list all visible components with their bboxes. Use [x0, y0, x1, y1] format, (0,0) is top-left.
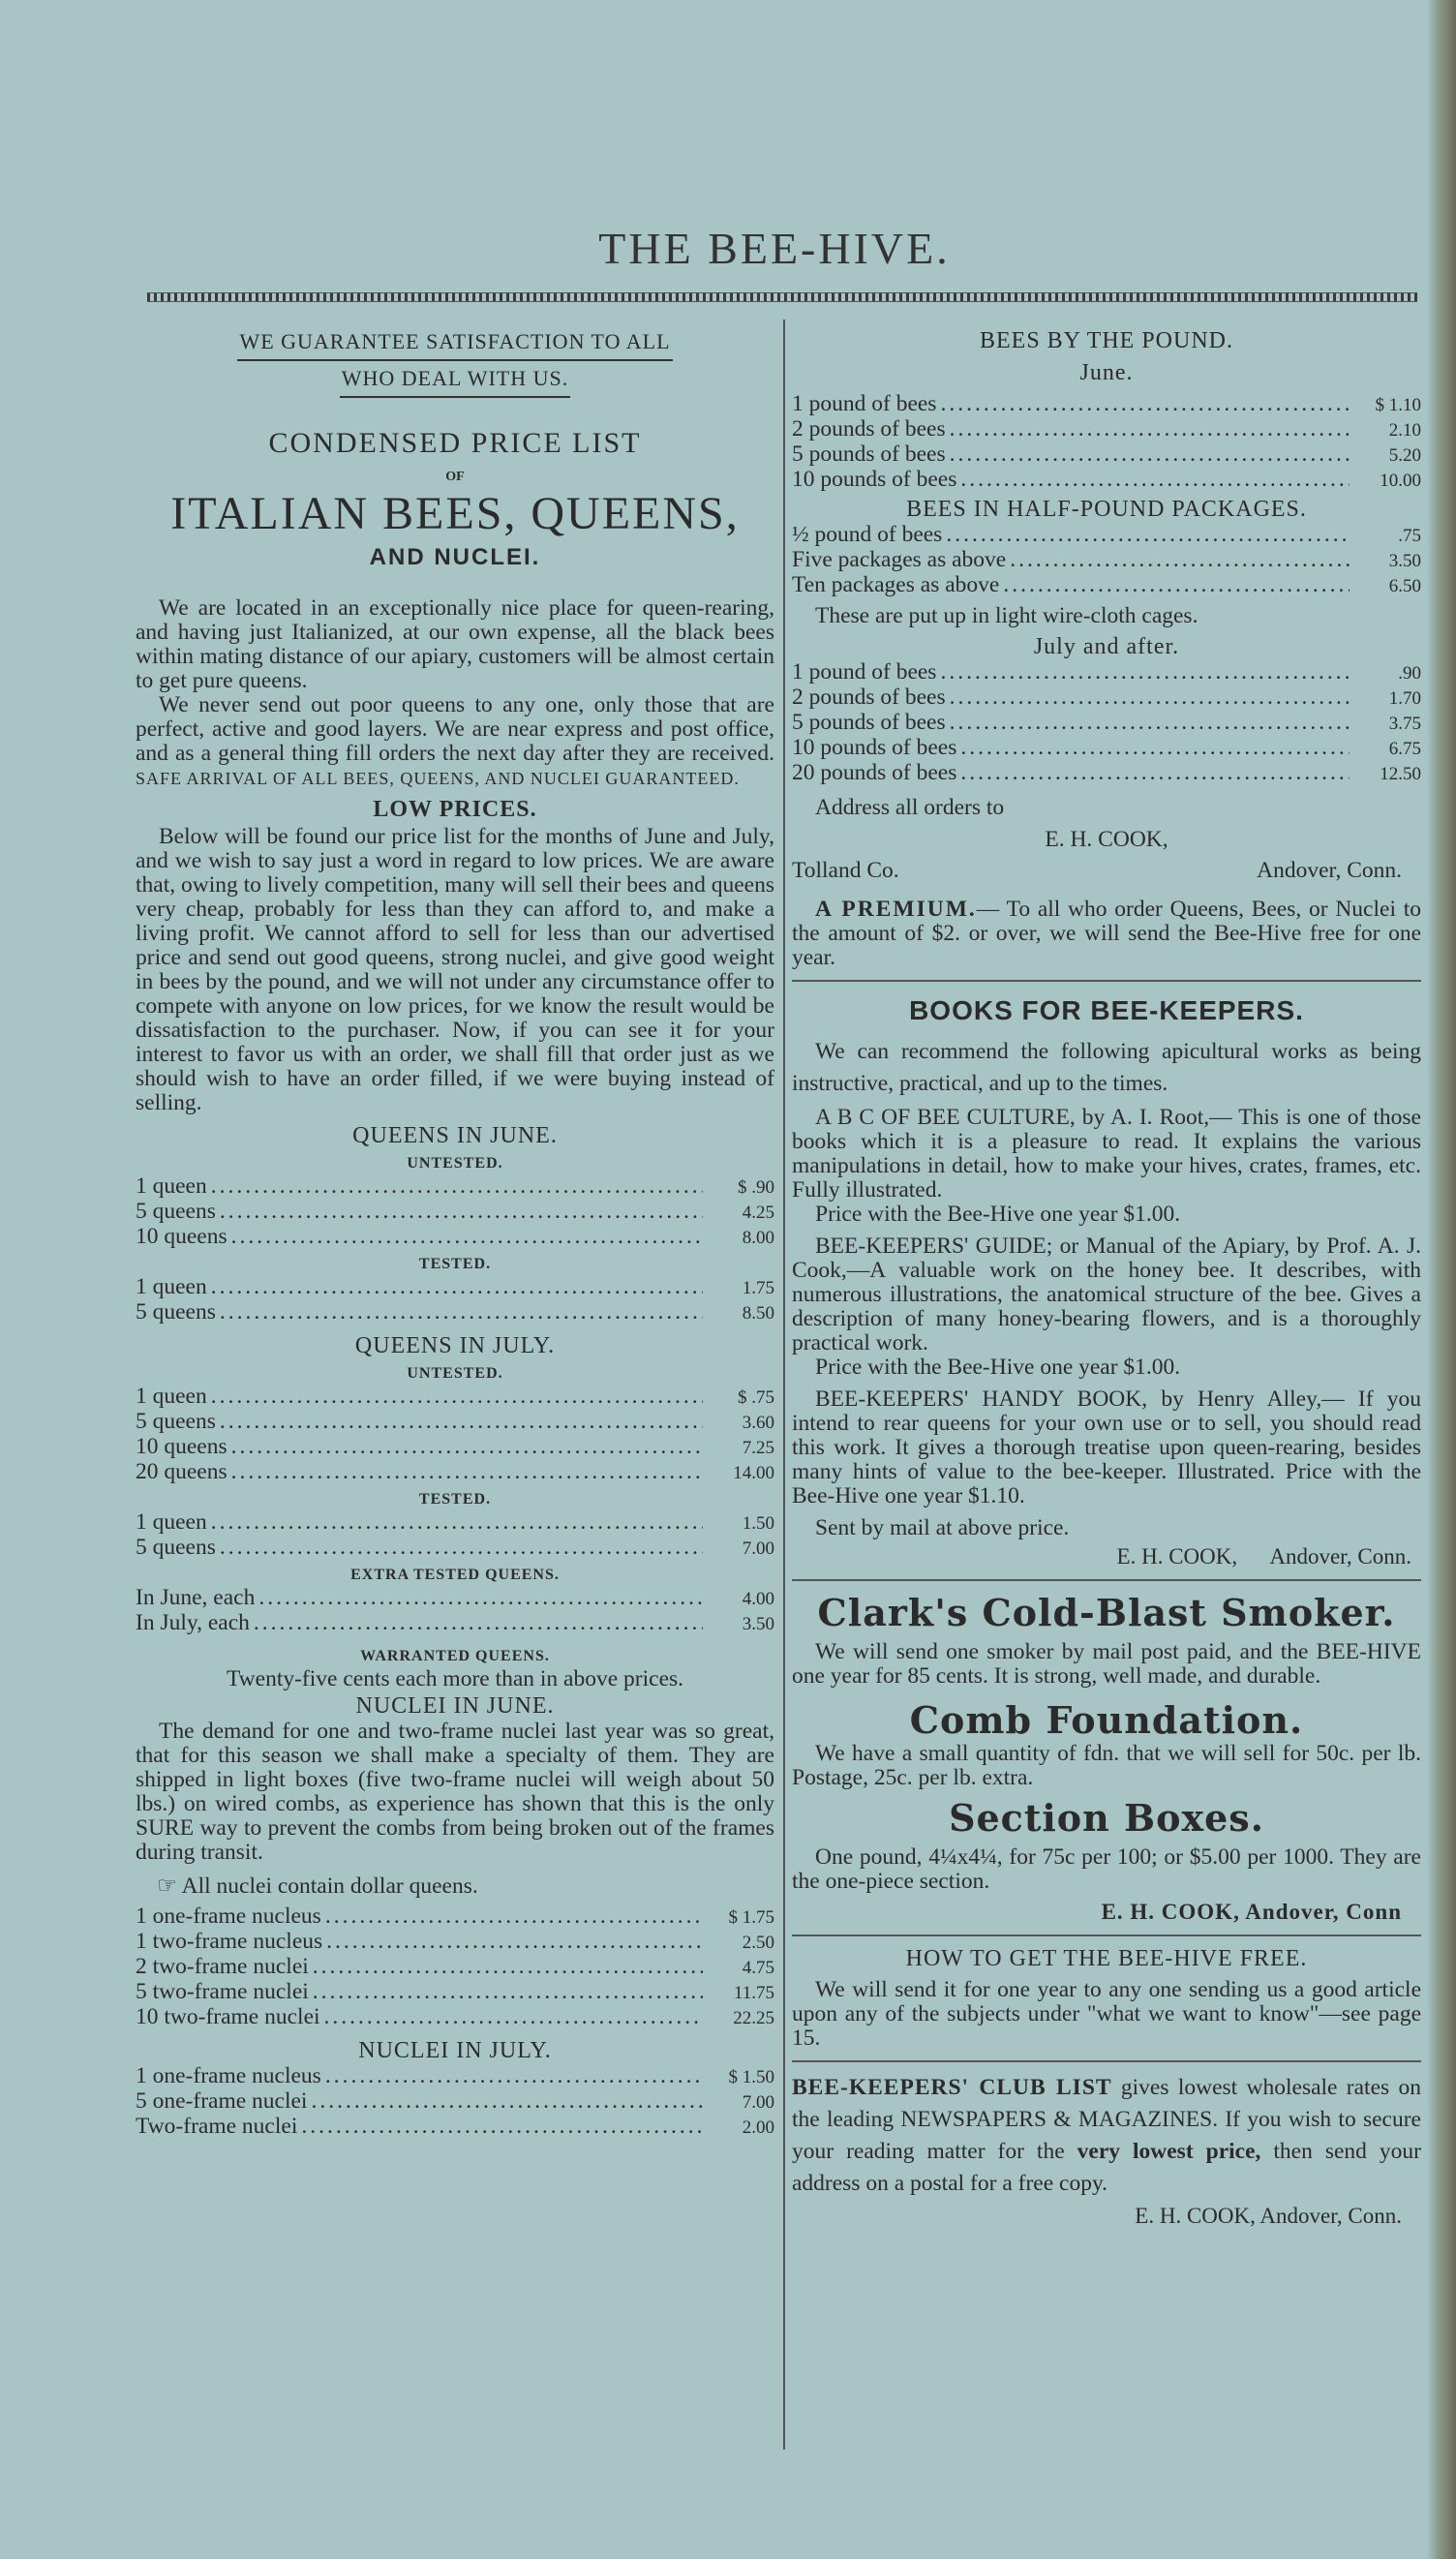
- of-word: OF: [445, 470, 465, 484]
- price-row-label: 10 queens: [136, 1434, 228, 1459]
- price-row-label: 5 one-frame nuclei: [136, 2088, 308, 2114]
- price-row: [136, 1275, 774, 1300]
- price-row-label: 2 pounds of bees: [792, 416, 946, 442]
- price-row-label: In July, each: [136, 1610, 250, 1635]
- leader-dots: [211, 1385, 703, 1409]
- leader-dots: [960, 761, 1350, 785]
- leader-dots: [950, 417, 1350, 442]
- price-row-label: 1 pound of bees: [792, 659, 937, 685]
- leader-dots: [1010, 548, 1350, 572]
- price-row: [136, 2005, 774, 2030]
- book-abc-price: Price with the Bee-Hive one year $1.00.: [815, 1202, 1181, 1227]
- queens-june-heading: QUEENS IN JUNE.: [352, 1123, 558, 1148]
- right-column: [792, 324, 1421, 2229]
- price-row-amount: 6.50: [1388, 576, 1421, 596]
- tolland-text: Tolland Co.: [792, 858, 899, 883]
- price-row-amount: 11.75: [733, 1983, 774, 2003]
- price-row-label: 10 queens: [136, 1224, 228, 1249]
- leader-dots: [220, 1410, 703, 1434]
- price-row-label: 5 two-frame nuclei: [136, 1979, 309, 2004]
- club-label: BEE-KEEPERS' CLUB LIST: [792, 2075, 1112, 2100]
- section-text: One pound, 4¼x4¼, for 75c per 100; or $5.00 per 1000. They are the one-piece section.: [792, 1844, 1421, 1894]
- june-tested-list: [136, 1275, 774, 1325]
- price-row: [792, 548, 1421, 573]
- price-row: [792, 417, 1421, 442]
- price-row-amount: 3.50: [742, 1614, 774, 1634]
- price-row: [136, 1300, 774, 1325]
- leader-dots: [231, 1435, 703, 1459]
- price-row: [792, 442, 1421, 468]
- extra-tested-list: [136, 1586, 774, 1636]
- price-row-amount: 1.70: [1388, 688, 1421, 709]
- june-untested-list: [136, 1174, 774, 1250]
- warranted-text: Twenty-five cents each more than in above prices.: [226, 1666, 684, 1691]
- leader-dots: [220, 1300, 703, 1325]
- book-handy-paragraph: BEE-KEEPERS' HANDY BOOK, by Henry Alley,— If you intend to rear queens for your own use or to sell, you should read this work. It gives a thorough treatise upon queen-rearing, besides many hints of value to the bee-keeper. Illustrated. Price with the Bee-Hive one year $1.10.: [792, 1386, 1421, 1508]
- leader-dots: [946, 523, 1350, 547]
- price-row: [136, 1611, 774, 1636]
- premium-text: — To all who order Queens, Bees, or Nuclei to the amount of $2. or over, we will send the Bee-Hive free for one year.: [792, 897, 1421, 970]
- july-tested-heading: TESTED.: [418, 1491, 492, 1508]
- quality-paragraph: [136, 693, 774, 791]
- extra-tested-heading: EXTRA TESTED QUEENS.: [350, 1567, 560, 1583]
- price-row-amount: 14.00: [733, 1463, 774, 1483]
- price-row-amount: 22.25: [733, 2008, 774, 2028]
- guarantee-notice: [136, 324, 774, 398]
- leader-dots: [220, 1200, 703, 1224]
- price-row: [792, 660, 1421, 685]
- price-row-amount: 3.50: [1388, 551, 1421, 571]
- price-row-label: 5 queens: [136, 1535, 216, 1560]
- price-row-amount: $ 1.75: [728, 1907, 774, 1928]
- price-row: [136, 1980, 774, 2005]
- half-pound-heading: BEES IN HALF-POUND PACKAGES.: [906, 497, 1307, 522]
- nuclei-july-heading: NUCLEI IN JULY.: [358, 2038, 552, 2063]
- leader-dots: [950, 442, 1350, 467]
- price-row-label: 1 queen: [136, 1274, 207, 1299]
- price-row-label: Two-frame nuclei: [136, 2114, 298, 2139]
- premium-label: A PREMIUM.: [815, 897, 977, 922]
- column-divider: [783, 320, 785, 2450]
- price-row-label: 2 two-frame nuclei: [136, 1954, 309, 1979]
- leader-dots: [1003, 573, 1350, 597]
- price-row-label: 20 queens: [136, 1459, 228, 1484]
- smoker-text: We will send one smoker by mail post paid, and the BEE-HIVE one year for 85 cents. It is strong, well made, and durable.: [792, 1639, 1421, 1689]
- dollar-queens-note: ☞ All nuclei contain dollar queens.: [157, 1874, 478, 1899]
- price-row: [136, 1955, 774, 1980]
- price-row: [792, 736, 1421, 761]
- price-row-amount: $ 1.50: [728, 2067, 774, 2087]
- address-line: [792, 858, 1421, 884]
- price-row-amount: 1.75: [742, 1278, 774, 1298]
- price-row: [136, 1536, 774, 1561]
- price-row: [136, 1435, 774, 1460]
- section-heading: Section Boxes.: [949, 1796, 1264, 1840]
- price-row-label: ½ pound of bees: [792, 522, 943, 547]
- price-row-amount: 12.50: [1380, 764, 1421, 784]
- price-row-label: 1 queen: [136, 1384, 207, 1409]
- price-row-amount: 1.50: [742, 1513, 774, 1534]
- price-row-amount: 3.60: [742, 1413, 774, 1433]
- price-row-amount: 7.00: [742, 1538, 774, 1559]
- price-row: [792, 761, 1421, 786]
- club-text-2: then send your address on a postal for a free copy.: [792, 2139, 1421, 2196]
- leader-dots: [960, 468, 1350, 492]
- july-tested-list: [136, 1510, 774, 1561]
- divider-rule: [792, 980, 1421, 982]
- price-row-label: 10 pounds of bees: [792, 467, 957, 492]
- price-row: [136, 1200, 774, 1225]
- price-row-label: 10 two-frame nuclei: [136, 2004, 320, 2029]
- condensed-heading: CONDENSED PRICE LIST: [268, 427, 642, 459]
- price-row-label: 5 queens: [136, 1409, 216, 1434]
- page-title: THE BEE-HIVE.: [598, 224, 951, 273]
- divider-rule: [792, 1579, 1421, 1581]
- leader-dots: [960, 736, 1350, 760]
- queens-july-heading: QUEENS IN JULY.: [354, 1333, 556, 1358]
- july-pound-list: [792, 660, 1421, 786]
- signature-club: E. H. COOK, Andover, Conn.: [1135, 2204, 1402, 2228]
- price-row: [136, 1460, 774, 1485]
- guarantee-line-2: WHO DEAL WITH US.: [340, 361, 571, 398]
- premium-paragraph: [792, 898, 1421, 970]
- nuclei-paragraph: The demand for one and two-frame nuclei last year was so great, that for this season we shall make a specialty of them. They are shipped in light boxes (five two-frame nuclei will weigh about 50 lbs.) on wired combs, as experience has shown that this is the only SURE way to prevent the combs from being broken out of the frames during transit.: [136, 1719, 774, 1865]
- signature-books: E. H. COOK, Andover, Conn.: [1116, 1544, 1411, 1569]
- cages-note: These are put up in light wire-cloth cages.: [815, 603, 1198, 628]
- price-row-amount: 2.50: [742, 1933, 774, 1953]
- leader-dots: [326, 1930, 703, 1954]
- nuclei-july-list: [136, 2064, 774, 2140]
- price-row: [136, 1174, 774, 1200]
- books-intro: We can recommend the following apicultural works as being instructive, practical, and up to the times.: [792, 1039, 1421, 1096]
- price-row-amount: 4.25: [742, 1203, 774, 1223]
- price-row-label: In June, each: [136, 1585, 256, 1610]
- price-row: [136, 1510, 774, 1536]
- pound-list: [792, 392, 1421, 493]
- leader-dots: [313, 1980, 703, 2004]
- low-prices-heading: LOW PRICES.: [373, 797, 537, 822]
- comb-text: We have a small quantity of fdn. that we will sell for 50c. per lb. Postage, 25c. per lb. extra.: [792, 1741, 1421, 1790]
- cook-name: E. H. COOK,: [1045, 827, 1168, 852]
- price-row-amount: 10.00: [1380, 471, 1421, 491]
- guarantee-line-1: WE GUARANTEE SATISFACTION TO ALL: [237, 324, 672, 361]
- price-row-amount: 7.00: [742, 2092, 774, 2113]
- price-row-amount: 6.75: [1388, 739, 1421, 759]
- price-row: [136, 1410, 774, 1435]
- leader-dots: [940, 660, 1350, 685]
- leader-dots: [231, 1460, 703, 1484]
- masthead-rule: [147, 292, 1417, 302]
- price-row: [792, 392, 1421, 417]
- june-heading: June.: [1079, 360, 1134, 385]
- price-row-amount: .90: [1398, 663, 1421, 684]
- price-row-label: 1 pound of bees: [792, 391, 937, 416]
- price-row-amount: 4.00: [742, 1589, 774, 1609]
- price-row-amount: 8.00: [742, 1228, 774, 1248]
- comb-heading: Comb Foundation.: [909, 1698, 1304, 1742]
- address-orders: Address all orders to: [815, 795, 1005, 820]
- price-row: [792, 523, 1421, 548]
- signature-section: E. H. COOK, Andover, Conn: [1101, 1900, 1402, 1924]
- book-guide-price: Price with the Bee-Hive one year $1.00.: [815, 1355, 1181, 1380]
- price-row-label: 10 pounds of bees: [792, 735, 957, 760]
- july-untested-heading: UNTESTED.: [407, 1365, 503, 1382]
- leader-dots: [254, 1611, 703, 1635]
- divider-rule: [792, 2060, 1421, 2062]
- leader-dots: [940, 392, 1350, 416]
- leader-dots: [325, 2064, 703, 2088]
- price-row-amount: 7.25: [742, 1438, 774, 1458]
- safe-arrival-text: SAFE ARRIVAL OF ALL BEES, QUEENS, AND NUCLEI GUARANTEED.: [136, 769, 740, 788]
- price-row: [136, 2064, 774, 2089]
- free-text: We will send it for one year to any one sending us a good article upon any of the subjects under "what we want to know"—see page 15.: [792, 1977, 1421, 2051]
- price-row: [136, 2115, 774, 2140]
- price-row-label: 1 one-frame nucleus: [136, 1904, 321, 1929]
- price-row-amount: .75: [1398, 526, 1421, 546]
- price-row-amount: $ .75: [738, 1387, 774, 1408]
- leader-dots: [301, 2115, 703, 2139]
- price-row-label: 1 two-frame nucleus: [136, 1929, 323, 1954]
- leader-dots: [311, 2089, 703, 2114]
- leader-dots: [324, 2005, 703, 2029]
- leader-dots: [325, 1904, 703, 1929]
- price-row: [136, 1385, 774, 1410]
- leader-dots: [950, 711, 1350, 735]
- price-row-label: 5 queens: [136, 1199, 216, 1224]
- club-bold: very lowest price,: [1077, 2139, 1261, 2164]
- leader-dots: [220, 1536, 703, 1560]
- price-row-amount: 8.50: [742, 1303, 774, 1324]
- nuclei-june-list: [136, 1904, 774, 2030]
- price-row: [792, 573, 1421, 598]
- july-untested-list: [136, 1385, 774, 1485]
- price-row-amount: 3.75: [1388, 714, 1421, 734]
- leader-dots: [258, 1586, 703, 1610]
- price-row-label: 20 pounds of bees: [792, 760, 957, 785]
- book-guide-paragraph: BEE-KEEPERS' GUIDE; or Manual of the Apiary, by Prof. A. J. Cook,—A valuable work on the honey bee. It describes, with numerous illustrations, the anatomical structure of the bee. Gives a description of many honey-bearing flowers, and is a thoroughly practical work.: [792, 1234, 1421, 1356]
- quality-text: We never send out poor queens to any one, only those that are perfect, active and good layers. We are near express and post office, and as a general thing fill orders the next day after they are received.: [136, 692, 774, 766]
- leader-dots: [211, 1275, 703, 1299]
- intro-paragraph: We are located in an exceptionally nice place for queen-rearing, and having just Italianized, at our own expense, all the black bees within mating distance of our apiary, customers will be almost certain to get pure queens.: [136, 595, 774, 693]
- price-row-amount: 5.20: [1388, 445, 1421, 466]
- leader-dots: [211, 1510, 703, 1535]
- warranted-heading: WARRANTED QUEENS.: [360, 1648, 550, 1664]
- leader-dots: [231, 1225, 703, 1249]
- price-row: [792, 468, 1421, 493]
- price-row-amount: $ .90: [738, 1177, 774, 1198]
- price-row-label: 1 queen: [136, 1173, 207, 1199]
- andover-text: Andover, Conn.: [1257, 858, 1402, 883]
- price-row-label: 1 queen: [136, 1509, 207, 1535]
- price-row-label: Ten packages as above: [792, 572, 1000, 597]
- and-nuclei-heading: AND NUCLEI.: [369, 544, 541, 570]
- low-prices-paragraph: Below will be found our price list for the months of June and July, and we wish to say just a word in regard to low prices. We are aware that, owing to lively competition, many will sell their bees and queens very cheap, probably for less than they can afford to, and make a living profit. We cannot afford to sell for less than our advertised price and send out good queens, strong nuclei, and give good weight in bees by the pound, and we will not under any circumstance offer to compete with anyone on low prices, for we know the result would be dissatisfaction to the purchaser. Now, if you can see it for your interest to favor us with an order, we shall fill that order just as we should wish to have an order filled, if we were buying instead of selling.: [136, 824, 774, 1115]
- leader-dots: [950, 685, 1350, 710]
- left-column: [136, 324, 774, 2140]
- price-row: [136, 1586, 774, 1611]
- book-abc-paragraph: A B C OF BEE CULTURE, by A. I. Root,— This is one of those books which it is a pleasure to read. It explains the various manipulations in detail, how to make your hives, crates, frames, etc. Fully illustrated.: [792, 1105, 1421, 1203]
- smoker-heading: Clark's Cold-Blast Smoker.: [817, 1591, 1396, 1634]
- price-row-amount: 2.00: [742, 2117, 774, 2138]
- sent-by-mail: Sent by mail at above price.: [815, 1515, 1070, 1540]
- price-row-amount: 2.10: [1388, 420, 1421, 441]
- divider-rule: [792, 1934, 1421, 1936]
- june-untested-heading: UNTESTED.: [407, 1155, 503, 1172]
- club-text: gives lowest wholesale rates on the leading NEWSPAPERS & MAGAZINES. If you wish to secure your reading matter for the: [792, 2075, 1421, 2164]
- free-heading: HOW TO GET THE BEE-HIVE FREE.: [905, 1946, 1308, 1971]
- bees-pound-heading: BEES BY THE POUND.: [979, 328, 1234, 353]
- leader-dots: [313, 1955, 703, 1979]
- price-row-label: 5 queens: [136, 1299, 216, 1325]
- nuclei-june-heading: NUCLEI IN JUNE.: [355, 1693, 555, 1719]
- price-row-label: Five packages as above: [792, 547, 1007, 572]
- price-row: [792, 711, 1421, 736]
- price-row-label: 5 pounds of bees: [792, 710, 946, 735]
- price-row: [792, 685, 1421, 711]
- price-row-label: 5 pounds of bees: [792, 442, 946, 467]
- price-row-label: 2 pounds of bees: [792, 685, 946, 710]
- price-row-amount: $ 1.10: [1375, 395, 1421, 415]
- price-row-amount: 4.75: [742, 1958, 774, 1978]
- price-row: [136, 1225, 774, 1250]
- price-row: [136, 1930, 774, 1955]
- page-binding-edge: [1427, 0, 1456, 2559]
- july-after-heading: July and after.: [1033, 634, 1180, 659]
- club-paragraph: [792, 2072, 1421, 2200]
- price-row: [136, 2089, 774, 2115]
- italian-heading: ITALIAN BEES, QUEENS,: [170, 488, 740, 539]
- june-tested-heading: TESTED.: [418, 1256, 492, 1272]
- half-pound-list: [792, 523, 1421, 598]
- price-row-label: 1 one-frame nucleus: [136, 2063, 321, 2088]
- leader-dots: [211, 1174, 703, 1199]
- books-heading: BOOKS FOR BEE-KEEPERS.: [909, 995, 1304, 1025]
- price-row: [136, 1904, 774, 1930]
